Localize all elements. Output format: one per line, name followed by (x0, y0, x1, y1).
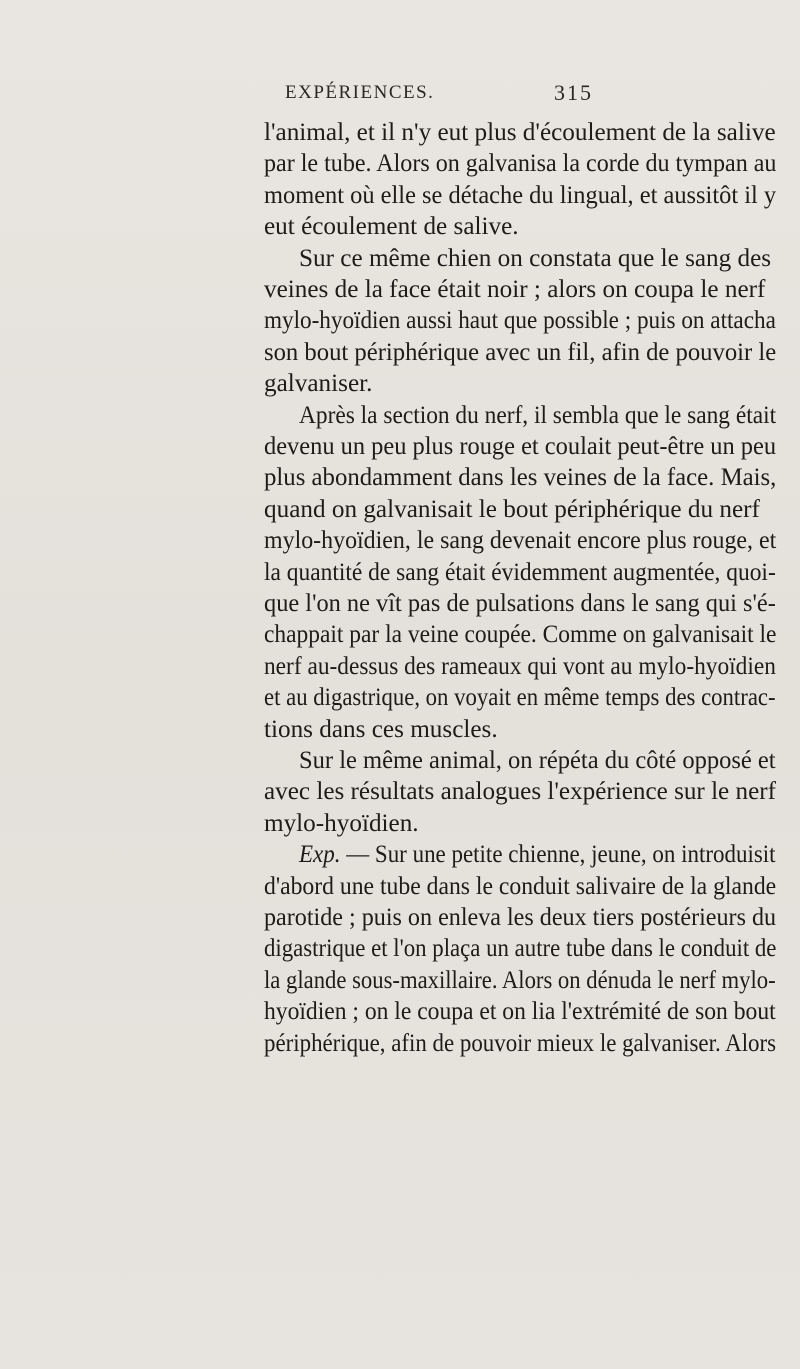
text-line: que l'on ne vît pas de pulsations dans le sang qui s'é- (264, 590, 776, 617)
text-line: chappait par la veine coupée. Comme on galvanisait le (264, 621, 777, 649)
exp-text: — Sur une petite chienne, jeune, on introduisit (346, 841, 776, 869)
text-line: mylo-hyoïdien. (264, 809, 419, 837)
text-line: tions dans ces muscles. (264, 715, 498, 743)
text-line: l'animal, et il n'y eut plus d'écoulement de la salive (264, 119, 776, 146)
text-line: la quantité de sang était évidemment augmentée, quoi- (264, 558, 776, 586)
text-line: galvaniser. (264, 370, 373, 398)
text-line: mylo-hyoïdien, le sang devenait encore plus rouge, et (264, 527, 777, 555)
text-line-exp (299, 839, 776, 870)
text-line: eut écoulement de salive. (264, 213, 519, 241)
text-line: avec les résultats analogues l'expérience sur le nerf (264, 778, 776, 806)
running-head-title: EXPÉRIENCES. (285, 82, 435, 103)
text-line: hyoïdien ; on le coupa et on lia l'extrémité de son bout (264, 998, 776, 1026)
page-number: 315 (554, 80, 593, 105)
text-line: devenu un peu plus rouge et coulait peut-être un peu (264, 433, 777, 460)
text-line: périphérique, afin de pouvoir mieux le galvaniser. Alors (264, 1029, 777, 1057)
text-line: d'abord une tube dans le conduit salivaire de la glande (264, 872, 777, 900)
text-line: moment où elle se détache du lingual, et aussitôt il y (264, 181, 777, 209)
text-line: Sur le même animal, on répéta du côté opposé et (299, 747, 776, 774)
text-line: son bout périphérique avec un fil, afin de pouvoir le (264, 338, 777, 366)
text-line: digastrique et l'on plaça un autre tube dans le conduit de (264, 935, 777, 963)
text-line: mylo-hyoïdien aussi haut que possible ; puis on attacha (264, 307, 776, 335)
text-line: Sur ce même chien on constata que le sang des (299, 244, 772, 272)
exp-label: Exp. (299, 841, 341, 869)
text-line: Après la section du nerf, il sembla que le sang était (299, 401, 777, 429)
text-line: et au digastrique, on voyait en même temps des contrac- (264, 684, 776, 712)
text-line: par le tube. Alors on galvanisa la corde du tympan au (264, 150, 777, 178)
text-line: la glande sous-maxillaire. Alors on dénuda le nerf mylo- (264, 966, 776, 994)
text-line: parotide ; puis on enleva les deux tiers postérieurs du (264, 904, 777, 931)
text-line: nerf au-dessus des rameaux qui vont au mylo-hyoïdien (264, 652, 776, 680)
text-line: plus abondamment dans les veines de la face. Mais, (264, 464, 777, 492)
text-line: veines de la face était noir ; alors on coupa le nerf (264, 276, 766, 303)
text-line: quand on galvanisait le bout périphérique du nerf (264, 495, 760, 523)
running-head (253, 82, 593, 112)
